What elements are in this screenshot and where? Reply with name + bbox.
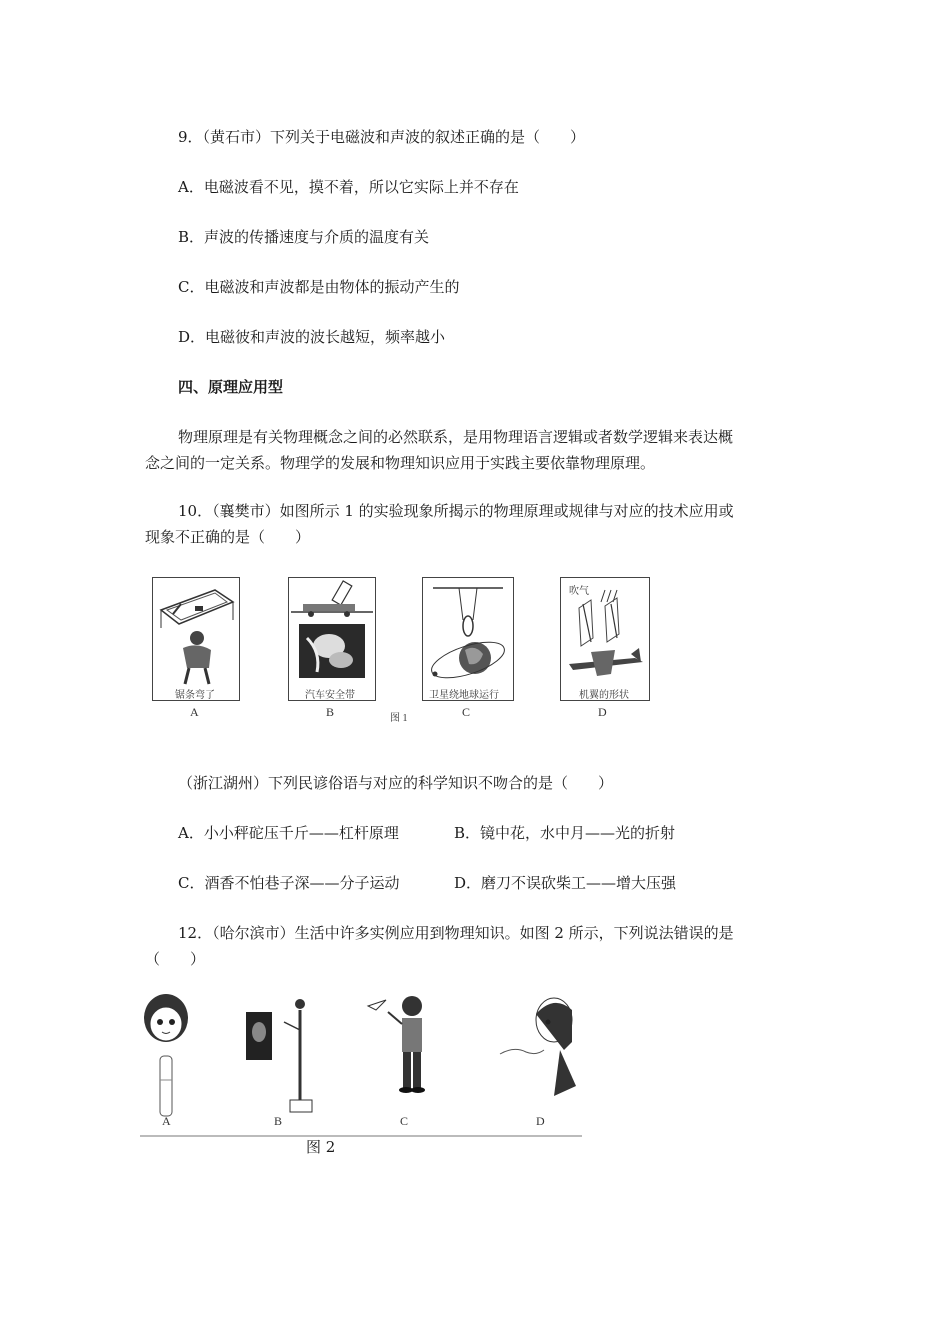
saw-experiment-illustration (153, 578, 239, 700)
figure1-panel-d-label: 机翼的形状 (579, 690, 629, 701)
q10-stem-line1: 10．（襄樊市）如图所示 1 的实验现象所揭示的物理原理或规律与对应的技术应用或 (178, 502, 734, 520)
figure1-letter-d: D (598, 705, 607, 719)
q11-option-a: A．小小秤砣压千斤——杠杆原理 (178, 824, 399, 842)
q11-option-c: C．酒香不怕巷子深——分子运动 (178, 874, 400, 892)
figure2-illustration (140, 990, 590, 1140)
figure2-letter-b: B (274, 1114, 283, 1128)
figure1-panel-c (422, 577, 514, 701)
q12-stem-line1: 12．（哈尔滨市）生活中许多实例应用到物理知识。如图 2 所示，下列说法错误的是 (178, 924, 734, 942)
figure2-caption: 图 2 (306, 1138, 336, 1156)
figure1-panel-a (152, 577, 240, 701)
figure2-paper-plane-boy (368, 996, 425, 1093)
q9-option-d: D．电磁彼和声波的波长越短，频率越小 (178, 328, 446, 346)
section-heading: 四、原理应用型 (178, 378, 284, 396)
q12-stem-line2: （ ） (145, 950, 206, 968)
q11-stem: （浙江湖州）下列民谚俗语与对应的科学知识不吻合的是（ ） (178, 774, 614, 792)
q9-option-a: A．电磁波看不见，摸不着，所以它实际上并不存在 (178, 178, 519, 196)
figure1-panel-b (288, 577, 376, 701)
q9-option-b: B．声波的传播速度与介质的温度有关 (178, 228, 430, 246)
q9-stem: 9．（黄石市）下列关于电磁波和声波的叙述正确的是（ ） (178, 128, 586, 146)
figure1-letter-b: B (326, 705, 335, 719)
figure1-panel-d-top-text: 吹气 (569, 586, 589, 597)
figure2-letter-c: C (400, 1114, 409, 1128)
satellite-orbit-illustration (423, 578, 513, 700)
figure2-blowing-girl (500, 998, 576, 1096)
q9-option-c: C．电磁波和声波都是由物体的振动产生的 (178, 278, 460, 296)
figure1-letter-c: C (462, 705, 471, 719)
q11-option-d: D．磨刀不误砍柴工——增大压强 (454, 874, 677, 892)
figure1-panel-b-label: 汽车安全带 (305, 690, 355, 701)
figure2-letter-a: A (162, 1114, 171, 1128)
figure-2 (140, 990, 590, 1160)
figure2-portrait-scene (246, 999, 312, 1112)
figure2-letter-d: D (536, 1114, 545, 1128)
figure2-girl-bottle (144, 994, 188, 1116)
figure1-letter-a: A (190, 705, 199, 719)
figure1-caption: 图 1 (390, 713, 408, 724)
q10-stem-line2: 现象不正确的是（ ） (145, 528, 311, 546)
q11-option-b: B．镜中花，水中月——光的折射 (454, 824, 676, 842)
section-intro-line2: 念之间的一定关系。物理学的发展和物理知识应用于实践主要依靠物理原理。 (145, 454, 656, 472)
section-intro-line1: 物理原理是有关物理概念之间的必然联系，是用物理语言逻辑或者数学逻辑来表达概 (178, 428, 734, 446)
car-seatbelt-illustration (289, 578, 375, 700)
figure-1 (150, 575, 670, 725)
figure1-panel-d (560, 577, 650, 701)
figure1-panel-a-label: 锯条弯了 (175, 690, 215, 701)
figure1-panel-c-label: 卫星绕地球运行 (429, 690, 499, 701)
